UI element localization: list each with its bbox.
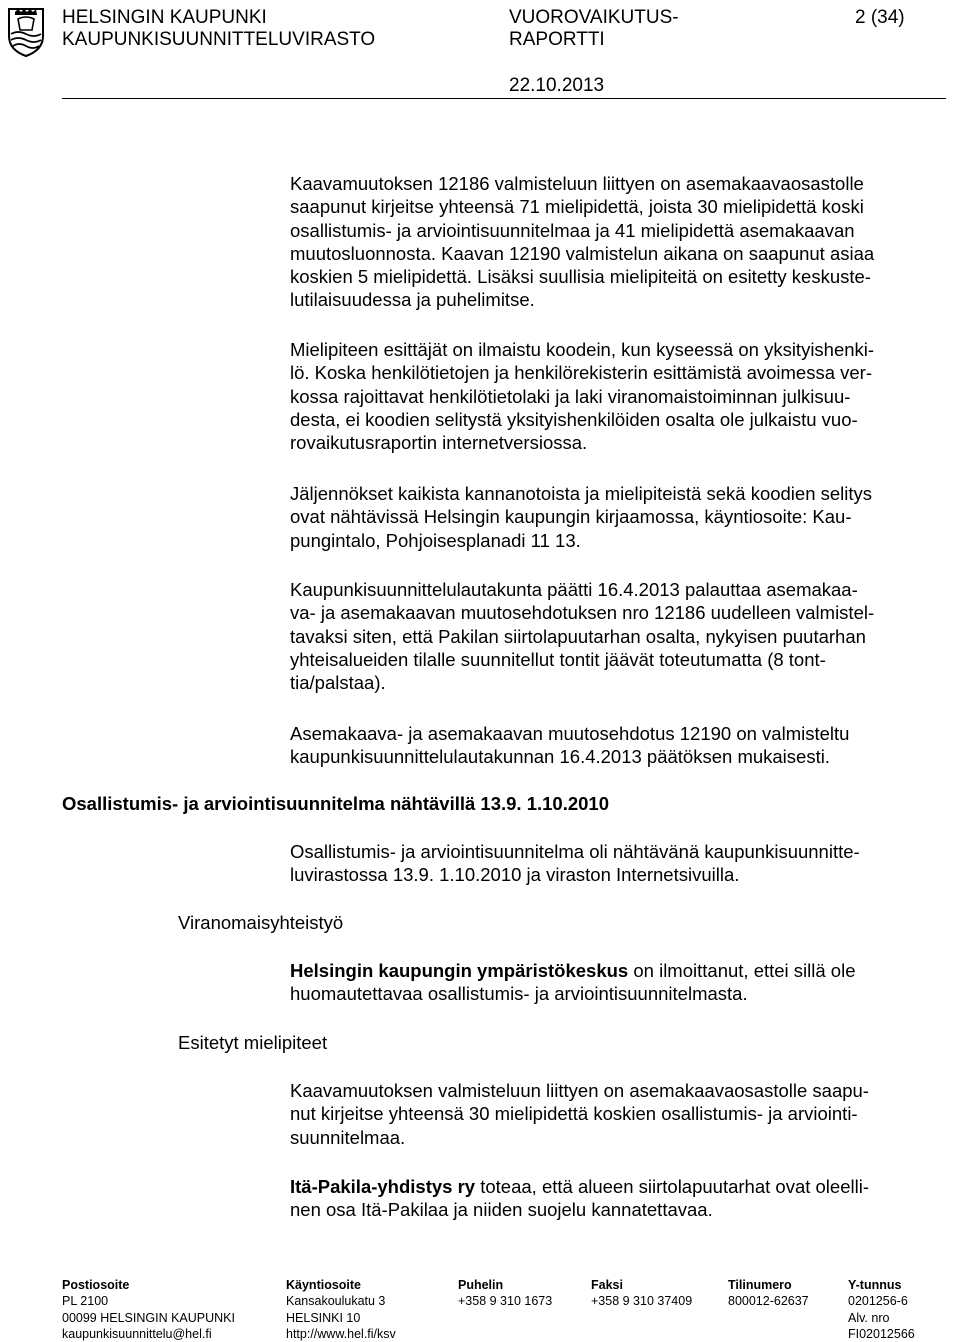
paragraph-feedback-summary: Kaavamuutoksen 12186 valmisteluun liittyen on asemakaavaosastolle saapunut kirjeitse yhteensä 71 mielipidettä, joista 30 mielipidettä koski osallistumis- ja arviointisuunnitelmaa ja 41 mielipidettä asemakaavan muutosluonnosta. Kaavan 12190 valmistelun aikana on saapunut asiaa koskien 5 mielipidettä. Lisäksi suullisia mielipiteitä on esitetty keskuste- lutilaisuudessa ja puhelimitse. <box>290 173 875 311</box>
environment-centre-name: Helsingin kaupungin ympäristökeskus <box>290 960 629 981</box>
paragraph-environment-centre: Helsingin kaupungin ympäristökeskus on ilmoittanut, ettei sillä ole huomautettavaa osallistumis- ja arviointisuunnitelmasta. <box>290 960 856 1005</box>
org-name: HELSINGIN KAUPUNKI <box>62 7 267 28</box>
footer-fax: Faksi +358 9 310 37409 <box>591 1278 693 1309</box>
label-submitted-opinions: Esitetyt mielipiteet <box>178 1032 328 1053</box>
paragraph-copies: Jäljennökset kaikista kannanotoista ja mielipiteistä sekä koodien selitys ovat nähtävissä Helsingin kaupungin kirjaamossa, käyntiosoite: Kau- pungintalo, Pohjoisesplanadi 11 13. <box>290 483 873 551</box>
doc-type-line2: RAPORTTI <box>509 29 605 50</box>
footer-postal-address: Postiosoite PL 2100 00099 HELSINGIN KAUPUNKI kaupunkisuunnittelu@hel.fi <box>62 1278 235 1341</box>
paragraph-proposal-12190: Asemakaava- ja asemakaavan muutosehdotus 12190 on valmisteltu kaupunkisuunnittelulautakunnan 16.4.2013 päätöksen mukaisesti. <box>290 723 850 768</box>
paragraph-opinions-count: Kaavamuutoksen valmisteluun liittyen on asemakaavaosastolle saapu- nut kirjeitse yhteensä 30 mielipidettä koskien osallistumis- ja arviointi- suunnitelmaa. <box>290 1080 869 1148</box>
footer-website-link[interactable]: http://www.hel.fi/ksv <box>286 1326 396 1341</box>
ita-pakila-association-name: Itä-Pakila-yhdistys ry <box>290 1176 476 1197</box>
paragraph-ita-pakila: Itä-Pakila-yhdistys ry toteaa, että alueen siirtolapuutarhat ovat oleelli- nen osa Itä-Pakilaa ja niiden suojelu kannatettavaa. <box>290 1176 869 1221</box>
footer-business-id: Y-tunnus 0201256-6 Alv. nro FI02012566 <box>848 1278 915 1341</box>
department-name: KAUPUNKISUUNNITTELUVIRASTO <box>62 29 376 50</box>
footer-account-number: Tilinumero 800012-62637 <box>728 1278 809 1309</box>
paragraph-codes: Mielipiteen esittäjät on ilmaistu koodein, kun kyseessä on yksityishenki- lö. Koska henkilötietojen ja henkilörekisterin esittämistä avoimessa ver- kossa rajoittavat henkilötietolaki ja laki viranomaistoiminnan julkisuu- desta, ei koodien selitystä yksityishenkilöiden osalta ole julkaistu vuo- rovaikutusraportin internetversiossa. <box>290 339 875 454</box>
doc-type-line1: VUOROVAIKUTUS- <box>509 7 679 28</box>
page-number: 2 (34) <box>855 7 905 28</box>
label-authority-cooperation: Viranomaisyhteistyö <box>178 912 344 933</box>
header-doc-type <box>509 7 679 51</box>
footer-phone: Puhelin +358 9 310 1673 <box>458 1278 553 1309</box>
document-date: 22.10.2013 <box>509 75 605 96</box>
paragraph-board-decision: Kaupunkisuunnittelulautakunta päätti 16.4.2013 palauttaa asemakaa- va- ja asemakaavan muutosehdotuksen nro 12186 uudelleen valmistel- tavaksi siten, että Pakilan siirtolapuutarhan osalta, nykyisen puutarhan yhteisalueiden tilalle suunnitellut tontit jäävät toteutumatta (8 tont- tia/palstaa). <box>290 579 875 694</box>
header-divider <box>62 98 946 99</box>
section-heading: Osallistumis- ja arviointisuunnitelma nähtävillä 13.9. 1.10.2010 <box>62 793 610 814</box>
footer-visiting-address: Käyntiosoite Kansakoulukatu 3 HELSINKI 10 http://www.hel.fi/ksv <box>286 1278 396 1341</box>
helsinki-crest-logo <box>6 6 46 58</box>
paragraph-oas-display: Osallistumis- ja arviointisuunnitelma oli nähtävänä kaupunkisuunnitte- luvirastossa 13.9. 1.10.2010 ja viraston Internetsivuilla. <box>290 841 860 886</box>
header-org <box>62 7 375 51</box>
footer-email[interactable]: kaupunkisuunnittelu@hel.fi <box>62 1326 212 1341</box>
